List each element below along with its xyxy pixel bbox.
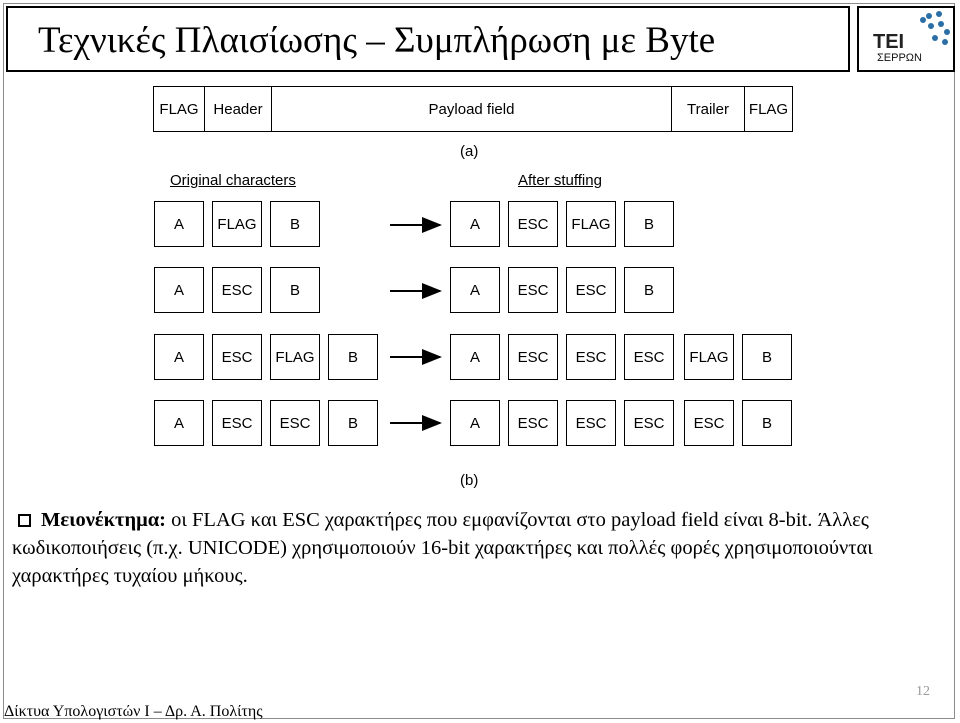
row1-original-cell: A <box>154 201 204 247</box>
row1-original-cell: FLAG <box>212 201 262 247</box>
row4-stuffed-cell: B <box>742 400 792 446</box>
label-a: (a) <box>460 143 479 160</box>
row1-stuffed-cell: ESC <box>508 201 558 247</box>
row3-original-cell: FLAG <box>270 334 320 380</box>
paragraph-rest: οι FLAG και ESC χαρακτήρες που εμφανίζονται στο payload field είναι 8-bit. Άλλες κωδικοποιήσεις (π.χ. UNICODE) χρησιμοποιούν 16-bit χαρακτήρες και πολλές φορές χρησιμοποιούνται χαρακτήρες τυχαίου μήκους. <box>12 509 873 587</box>
row2-stuffed-cell: A <box>450 267 500 313</box>
row4-original-cell: ESC <box>270 400 320 446</box>
logo-sub-text: ΣΕΡΡΩΝ <box>877 52 922 64</box>
row1-stuffed-cell: B <box>624 201 674 247</box>
page-number: 12 <box>916 684 930 699</box>
bullet-checkbox-icon <box>18 514 31 527</box>
frame-field-flag-start: FLAG <box>153 86 205 132</box>
row3-stuffed-cell: ESC <box>566 334 616 380</box>
row3-original-cell: ESC <box>212 334 262 380</box>
row4-stuffed-cell: ESC <box>508 400 558 446</box>
label-b: (b) <box>460 472 479 489</box>
row3-stuffed-cell: B <box>742 334 792 380</box>
row4-original-cell: ESC <box>212 400 262 446</box>
row3-stuffed-cell: ESC <box>508 334 558 380</box>
slide-footer: Δίκτυα Υπολογιστών Ι – Δρ. Α. Πολίτης <box>4 703 263 720</box>
row3-original-cell: A <box>154 334 204 380</box>
row4-stuffed-cell: A <box>450 400 500 446</box>
disadvantage-paragraph <box>12 506 947 590</box>
bold-lead: Μειονέκτημα: <box>41 509 166 531</box>
frame-field-payload: Payload field <box>271 86 672 132</box>
row2-stuffed-cell: ESC <box>566 267 616 313</box>
frame-field-flag-end: FLAG <box>744 86 793 132</box>
row3-stuffed-cell: ESC <box>624 334 674 380</box>
row4-original-cell: A <box>154 400 204 446</box>
row1-stuffed-cell: FLAG <box>566 201 616 247</box>
row2-stuffed-cell: B <box>624 267 674 313</box>
row2-original-cell: A <box>154 267 204 313</box>
row3-stuffed-cell: FLAG <box>684 334 734 380</box>
slide-title: Τεχνικές Πλαισίωσης – Συμπλήρωση με Byte <box>38 20 716 61</box>
row4-stuffed-cell: ESC <box>566 400 616 446</box>
logo-main-text: TEI <box>873 31 905 53</box>
row3-stuffed-cell: A <box>450 334 500 380</box>
row1-original-cell: B <box>270 201 320 247</box>
row3-original-cell: B <box>328 334 378 380</box>
original-heading: Original characters <box>170 172 296 189</box>
frame-field-header: Header <box>204 86 272 132</box>
frame-field-trailer: Trailer <box>671 86 745 132</box>
row1-stuffed-cell: A <box>450 201 500 247</box>
row2-original-cell: B <box>270 267 320 313</box>
row2-original-cell: ESC <box>212 267 262 313</box>
row2-stuffed-cell: ESC <box>508 267 558 313</box>
row4-stuffed-cell: ESC <box>624 400 674 446</box>
row4-original-cell: B <box>328 400 378 446</box>
row4-stuffed-cell: ESC <box>684 400 734 446</box>
stuffed-heading: After stuffing <box>518 172 602 189</box>
